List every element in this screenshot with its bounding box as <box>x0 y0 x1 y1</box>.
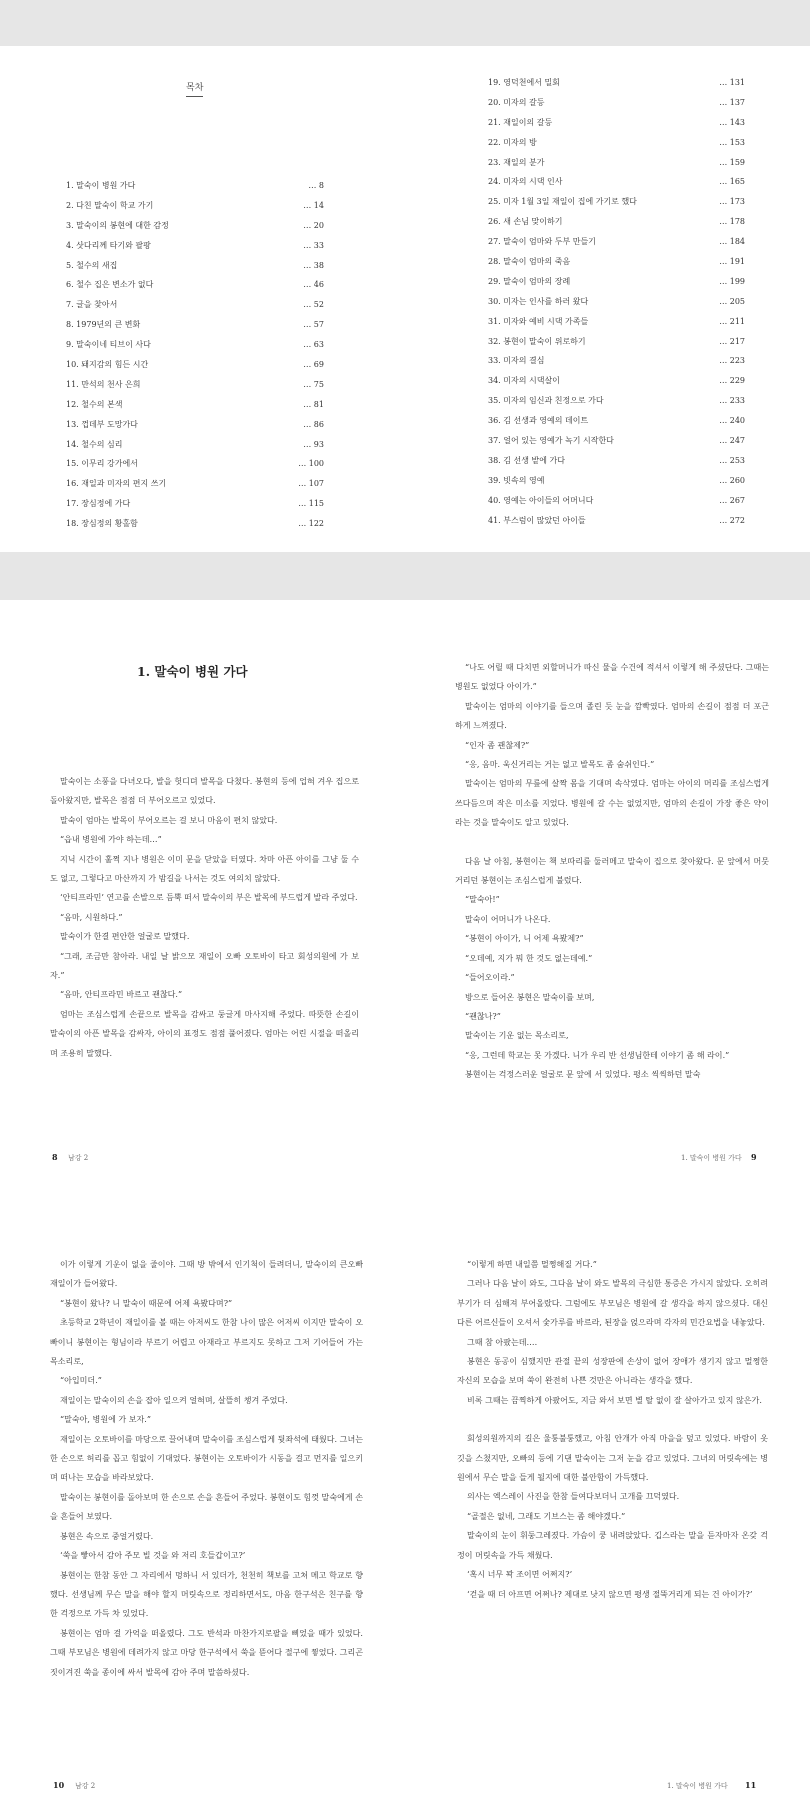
paragraph: 이가 이렇게 기운이 없을 줄이야. 그때 방 밖에서 인기척이 들려더니, 말숙이의 큰오빠 재일이가 들어왔다. <box>50 1260 363 1289</box>
paragraph: “음마, 시원하다.” <box>60 912 123 922</box>
paragraph: “봉현이 왔나? 니 말숙이 때문에 어제 욕봤다며?” <box>60 1298 233 1308</box>
paragraph: 말숙이는 엄마의 무릎에 살짝 몸을 기대며 속삭였다. 엄마는 아이의 머리를 조심스럽게 쓰다듬으며 작은 미소를 지었다. 병원에 갈 수는 없었지만, 엄마의 손길이 가장 좋은 약이라는 것을 말숙이도 알고 있었다. <box>455 779 769 828</box>
toc-entry <box>66 494 324 514</box>
toc-entry <box>488 153 745 173</box>
toc-entry <box>488 471 745 491</box>
paragraph: “응, 그런데 학교는 못 가겠다. 니가 우리 반 선생님한테 이야기 좀 해 라이.” <box>465 1050 730 1060</box>
paragraph: 말숙이가 한결 편안한 얼굴로 말했다. <box>60 932 190 942</box>
toc-entry-page: … 153 <box>719 137 745 147</box>
paragraph: 엄마는 조심스럽게 손끝으로 발목을 감싸고 둥글게 마사지해 주었다. 따뜻한 손길이 말숙이의 아픈 발목을 감싸자, 아이의 표정도 점점 풀어졌다. 엄마는 어린 시절을 떠올리며 조용히 말했다. <box>50 1009 359 1058</box>
toc-entry <box>66 196 324 216</box>
page-8-body <box>50 772 359 1063</box>
paragraph: 그러나 다음 날이 와도, 그다음 날이 와도 발목의 극심한 통증은 가시지 않았다. 오히려 부기가 더 심해져 부어올랐다. 그럼에도 부모님은 병원에 갈 생각을 하지 않으셨다. 대신 다른 어르신들이 오셔서 숯가루를 바르라, 된장을 얹으라며 각자의 민간요법을 내놓았다. <box>457 1279 768 1328</box>
toc-entry-title: 41. 부스럼이 많았던 아이들 <box>488 515 586 525</box>
paragraph: “나도 어릴 때 다치면 외할머니가 따신 물을 수건에 적셔서 이렇게 해 주셨단다. 그때는 병원도 없었다 아이가.” <box>455 663 769 692</box>
toc-entry <box>66 315 324 335</box>
toc-entry-title: 20. 미자의 갈등 <box>488 97 545 107</box>
paragraph: 봉현은 동공이 심했지만 관절 끝의 성장판에 손상이 없어 장애가 생기지 않고 멀쩡한 자신의 모습을 보며 쑥이 완전히 나쁜 것만은 아니라는 생각을 했다. <box>457 1357 768 1386</box>
toc-entry-page: … 63 <box>303 340 324 350</box>
paragraph: ‘혹시 너무 꽉 조이면 어쩌지?’ <box>467 1570 573 1580</box>
toc-entry-page: … 46 <box>303 280 324 290</box>
toc-entry-page: … 75 <box>303 379 324 389</box>
page-9 <box>405 600 810 1171</box>
toc-entry <box>66 375 324 395</box>
paragraph: 말숙이는 소풍을 다녀오다, 발을 헛디뎌 발목을 다쳤다. 봉현의 등에 업혀 겨우 집으로 돌아왔지만, 발목은 점점 더 부어오르고 있었다. <box>50 777 359 806</box>
toc-spread <box>0 46 810 552</box>
spread-pages-8-9 <box>0 600 810 1171</box>
toc-entry <box>66 236 324 256</box>
paragraph: 비록 그때는 끔찍하게 아팠어도, 지금 와서 보면 별 탈 없이 잘 살아가고 있지 않은가. <box>467 1395 762 1405</box>
toc-entry-page: … 143 <box>719 117 745 127</box>
toc-entry-title: 36. 김 선생과 영예의 데이트 <box>488 416 589 426</box>
toc-entry-title: 12. 철수의 본색 <box>66 399 123 409</box>
top-margin-band <box>0 0 810 46</box>
toc-left-column <box>66 176 324 534</box>
toc-entry-page: … 38 <box>303 260 324 270</box>
toc-entry-title: 6. 철수 집은 변소가 없다 <box>66 280 154 290</box>
paragraph: “들어오이라.” <box>465 973 515 983</box>
toc-entry-title: 1. 말숙이 병원 가다 <box>66 181 136 190</box>
toc-entry-page: … 107 <box>298 479 324 489</box>
paragraph: “그래, 조금만 참아라. 내일 날 밝으모 재일이 오빠 오토바이 타고 회성의원에 가 보자.” <box>50 951 359 981</box>
paragraph: 지닉 시간이 훌쩍 지나 병원은 이미 문을 닫았을 터였다. 차마 아픈 아이를 그냥 둘 수도 없고, 그렇다고 마산까지 가 밤길을 나서는 것도 여의치 않았다. <box>50 854 359 884</box>
toc-entry <box>488 292 745 312</box>
toc-entry-title: 40. 영예는 아이들의 어머니다 <box>488 495 594 505</box>
toc-entry <box>66 514 324 534</box>
toc-entry <box>488 411 745 431</box>
toc-entry-page: … 33 <box>303 240 324 250</box>
toc-entry <box>66 355 324 375</box>
paragraph: 재일이는 오토바이를 마당으로 끌어내며 말숙이를 조심스럽게 뒷좌석에 태웠다. 그녀는 한 손으로 허리를 꼽고 힘없이 기대었다. 봉현이는 오토바이가 시동을 걸고 먼지를 일으키며 떠나는 모습을 바라보았다. <box>50 1434 363 1483</box>
toc-entry <box>66 216 324 236</box>
toc-entry-title: 39. 빗속의 영예 <box>488 475 545 485</box>
toc-entry-title: 7. 글을 찾아서 <box>66 300 118 310</box>
toc-entry-page: … 52 <box>303 300 324 310</box>
toc-entry <box>488 511 745 531</box>
paragraph: 말숙이 엄마는 발목이 부어오르는 걸 보니 마음이 편치 않았다. <box>60 815 278 825</box>
paragraph: “응, 음마. 욱신거리는 거는 없고 발목도 좀 숨쉬인다.” <box>465 760 655 770</box>
toc-entry-title: 17. 장심정에 가다 <box>66 499 131 509</box>
paragraph: 말숙이의 눈이 휘둥그레졌다. 가슴이 쿵 내려앉았다. 깁스라는 말을 듣자마자 온갖 걱정이 머릿속을 가득 채웠다. <box>457 1531 768 1560</box>
toc-entry-page: … 211 <box>719 316 745 326</box>
toc-entry-title: 25. 미자 1월 3일 재일이 집에 가기로 했다 <box>488 197 637 207</box>
toc-entry <box>488 133 745 153</box>
toc-entry-page: … 272 <box>719 515 745 525</box>
toc-entry <box>488 491 745 511</box>
page-11-body <box>457 1255 768 1604</box>
paragraph: 봉현은 속으로 중얼거렸다. <box>60 1531 154 1541</box>
paragraph: ‘걷을 때 더 아프면 어쩌나? 제대로 낫지 않으면 평생 절뚝거리게 되는 건 아이가?’ <box>467 1589 753 1599</box>
running-head-book: 남강 2 <box>75 1782 96 1790</box>
toc-entry <box>66 335 324 355</box>
running-head-chapter: 1. 말숙이 병원 가다 <box>681 1154 742 1162</box>
toc-entry-title: 13. 껍데부 도망가다 <box>66 419 138 429</box>
paragraph: ‘쑥을 빻아서 감아 주모 빌 것을 와 저리 호들갑이고?’ <box>60 1551 246 1561</box>
toc-entry <box>66 435 324 455</box>
toc-entry-title: 34. 미자의 시댁살이 <box>488 376 560 386</box>
toc-entry-page: … 86 <box>303 419 324 429</box>
toc-entry-page: … 191 <box>719 257 745 267</box>
page-9-body <box>455 658 769 1085</box>
toc-entry-title: 22. 미자의 방 <box>488 137 537 147</box>
toc-entry-page: … 178 <box>719 217 745 227</box>
toc-entry <box>66 295 324 315</box>
page-number: 9 <box>751 1152 757 1162</box>
toc-entry <box>66 454 324 474</box>
paragraph: 그때 참 아팠는데…. <box>467 1337 538 1347</box>
toc-entry-page: … 253 <box>719 455 745 465</box>
toc-entry-page: … 173 <box>719 197 745 207</box>
toc-entry <box>488 431 745 451</box>
toc-entry-page: … 205 <box>719 296 745 306</box>
toc-entry-title: 31. 미자와 예비 시댁 가족들 <box>488 316 589 326</box>
paragraph: “음마, 안티프라민 바르고 괜찮다.” <box>60 990 183 1000</box>
paragraph: “오데예, 지가 뭐 한 것도 없는데예.” <box>465 953 593 963</box>
toc-entry <box>66 256 324 276</box>
toc-entry-page: … 93 <box>303 439 324 449</box>
paragraph: 말숙이는 엄마의 이야기를 들으며 졸린 듯 눈을 깜빡였다. 엄마의 손길이 점점 더 포근하게 느껴졌다. <box>455 701 769 731</box>
toc-entry <box>488 232 745 252</box>
toc-entry-page: … 165 <box>719 177 745 187</box>
toc-entry-title: 19. 영덕천에서 밀회 <box>488 78 560 87</box>
toc-entry-page: … 137 <box>719 97 745 107</box>
paragraph: “골절은 없네, 그래도 기브스는 좀 해야겠다.” <box>467 1511 626 1521</box>
page-8 <box>0 600 405 1171</box>
paragraph: 봉현이는 엄마 걸 가억을 떠올렸다. 그도 반석과 마찬가지로팔을 삐었을 때가 있었다. 그때 부모님은 병원에 데려가지 않고 마당 한구석에서 쑥을 뜯어다 절구에 찧었다. 그리곤 짓이겨진 쑥을 종이에 싸서 발목에 감아 주며 말씀하셨다. <box>50 1628 363 1677</box>
toc-entry <box>488 371 745 391</box>
toc-right-column <box>488 73 745 530</box>
toc-entry-page: … 223 <box>719 356 745 366</box>
paragraph: “이렇게 하면 내일쯤 멀쩡해질 거다.” <box>467 1260 597 1269</box>
toc-entry <box>488 312 745 332</box>
toc-entry-title: 26. 새 손님 맞이하기 <box>488 217 563 227</box>
toc-entry-title: 8. 1979년의 큰 변화 <box>66 320 141 330</box>
page-number: 11 <box>745 1780 757 1790</box>
toc-entry-page: … 81 <box>303 399 324 409</box>
paragraph: 의사는 엑스레이 사진을 한참 들여다보더니 고개를 끄덕였다. <box>467 1492 680 1502</box>
toc-entry-title: 21. 재일이의 갈등 <box>488 117 553 127</box>
page-10-body <box>50 1255 363 1682</box>
toc-entry-title: 10. 돼지감의 힘든 시간 <box>66 360 149 370</box>
toc-entry-page: … 159 <box>719 157 745 167</box>
paragraph: 재일이는 말숙이의 손을 잡아 일으켜 얼혀며, 살뜰히 챙겨 주었다. <box>60 1395 288 1405</box>
toc-entry-page: … 267 <box>719 495 745 505</box>
paragraph: “아입미더.” <box>60 1376 102 1386</box>
toc-entry-page: … 260 <box>719 475 745 485</box>
toc-entry-title: 2. 다친 말숙이 학교 가기 <box>66 200 154 210</box>
toc-entry <box>488 192 745 212</box>
toc-entry-page: … 14 <box>303 200 324 210</box>
toc-entry-page: … 229 <box>719 376 745 386</box>
paragraph: 회성의원까지의 길은 울퉁불퉁했고, 아침 안개가 아직 마을을 덮고 있었다. 바람이 옷깃을 스쳤지만, 오빠의 등에 기댄 말숙이는 그저 눈을 감고 있었다. 그녀의 머릿속에는 병원에서 무슨 말을 들게 될지에 대한 불안함이 가득했다. <box>457 1434 768 1483</box>
spread-pages-10-11 <box>0 1171 810 1798</box>
toc-entry-page: … 115 <box>298 499 324 509</box>
paragraph: “봉현이 아이가, 니 어제 욕봤제?” <box>465 934 584 944</box>
page-number: 10 <box>53 1780 65 1790</box>
paragraph: ‘안티프라민’ 연고를 손발으로 듬뿍 떠서 말숙이의 부은 발목에 부드럽게 발라 주었다. <box>60 893 358 903</box>
toc-entry-title: 18. 장심정의 황홀함 <box>66 519 138 529</box>
toc-entry <box>66 415 324 435</box>
toc-entry-title: 29. 말숙이 엄마의 장례 <box>488 276 571 286</box>
toc-entry-title: 35. 미자의 임신과 친정으로 가다 <box>488 396 604 406</box>
toc-entry-title: 14. 철수의 심리 <box>66 439 123 449</box>
toc-entry-title: 5. 철수의 새집 <box>66 260 118 270</box>
toc-entry-page: … 100 <box>298 459 324 469</box>
toc-entry-title: 38. 김 선생 밭에 가다 <box>488 455 565 465</box>
toc-entry-page: … 57 <box>303 320 324 330</box>
paragraph: 봉현이는 한참 동안 그 자리에서 멍하니 서 있더가, 천천히 책보를 고쳐 메고 학교로 향했다. 선생님께 무슨 말을 해야 할지 머릿속으로 정리하면서도, 마음 한구석은 친구를 향한 걱정으로 가득 차 있었다. <box>50 1570 363 1619</box>
page-number: 8 <box>52 1152 58 1162</box>
toc-entry <box>66 176 324 196</box>
toc-entry <box>488 332 745 352</box>
toc-entry <box>66 395 324 415</box>
toc-entry-title: 28. 말숙이 엄마의 죽음 <box>488 257 571 267</box>
toc-entry-title: 30. 미자는 인사를 하러 왔다 <box>488 296 589 306</box>
paragraph: “인자 좀 괜찮제?” <box>465 740 530 750</box>
toc-entry-title: 9. 말숙이네 티브이 사다 <box>66 340 151 350</box>
toc-entry-title: 33. 미자의 결심 <box>488 356 545 366</box>
toc-entry-page: … 199 <box>719 276 745 286</box>
toc-entry-page: … 184 <box>719 237 745 247</box>
toc-entry-title: 23. 재일의 분가 <box>488 157 545 167</box>
toc-entry <box>488 252 745 272</box>
toc-entry <box>488 113 745 133</box>
paragraph: 말숙이는 봉현이를 돌아보며 한 손으로 손을 흔들어 주었다. 봉현이도 힘껏 말숙에게 손을 흔들어 보였다. <box>50 1492 363 1522</box>
toc-entry-title: 37. 얼어 있는 영예가 녹기 시작한다 <box>488 436 614 446</box>
paragraph: 초등학교 2학년이 재일이를 볼 때는 아저씨도 한참 나이 많은 어저씨 이지만 말숙이 오빠이니 봉현이는 형님이라 부르기 어렵고 아재라고 부르지도 못하고 그저 기어들어 가는 목소리로, <box>50 1318 363 1367</box>
toc-heading: 목차 <box>186 80 203 93</box>
toc-entry-page: … 20 <box>303 220 324 230</box>
paragraph: 방으로 들어온 봉현은 말숙이를 보며, <box>465 992 595 1002</box>
mid-margin-band <box>0 552 810 600</box>
toc-entry-page: … 240 <box>719 416 745 426</box>
toc-entry-title: 11. 만석의 천사 은희 <box>66 379 141 389</box>
page-11 <box>405 1171 810 1798</box>
page-10 <box>0 1171 405 1798</box>
paragraph: 말숙이는 기운 없는 목소리로, <box>465 1031 569 1041</box>
chapter-title: 1. 말숙이 병원 가다 <box>137 664 248 679</box>
paragraph: 다음 날 아침, 봉현이는 책 보따리를 둘러메고 말숙이 집으로 찾아왔다. 문 앞에서 머뭇거리던 봉현이는 조심스럽게 불렀다. <box>455 856 769 886</box>
running-head-chapter: 1. 말숙이 병원 가다 <box>667 1782 728 1790</box>
toc-entry <box>488 172 745 192</box>
toc-entry-title: 32. 봉현이 말숙이 위로하기 <box>488 336 586 346</box>
toc-entry-page: … 217 <box>719 336 745 346</box>
toc-entry-title: 16. 재일과 미자의 편지 쓰기 <box>66 479 167 489</box>
toc-entry-page: … 69 <box>303 360 324 370</box>
toc-entry-page: … 233 <box>719 396 745 406</box>
paragraph: 말숙이 어머니가 나온다. <box>465 914 551 924</box>
paragraph: “괜찮나?” <box>465 1011 501 1021</box>
paragraph: “말숙아!” <box>465 895 500 905</box>
toc-entry-title: 15. 이무리 강가에서 <box>66 459 138 469</box>
toc-entry-page: … 8 <box>308 181 324 190</box>
toc-entry <box>488 351 745 371</box>
toc-entry <box>488 451 745 471</box>
paragraph: “말숙아, 병원에 가 보자.” <box>60 1415 151 1425</box>
toc-entry-page: … 247 <box>719 436 745 446</box>
paragraph: 봉현이는 걱정스러운 얼굴로 문 앞에 서 있었다. 평소 씩씩하던 말숙 <box>465 1070 701 1080</box>
toc-entry <box>488 73 745 93</box>
toc-entry <box>488 93 745 113</box>
toc-entry <box>66 474 324 494</box>
toc-entry-title: 24. 미자의 시댁 인사 <box>488 177 563 187</box>
running-head-book: 남강 2 <box>68 1154 89 1162</box>
paragraph: “읍내 병원에 가야 하는데…” <box>60 835 162 845</box>
toc-entry <box>66 275 324 295</box>
toc-entry-page: … 131 <box>719 78 745 87</box>
toc-entry-title: 4. 삿다리께 타기와 팔팡 <box>66 240 151 250</box>
toc-entry <box>488 212 745 232</box>
toc-entry-title: 3. 말숙이의 봉현에 대한 감정 <box>66 220 169 230</box>
toc-entry <box>488 391 745 411</box>
toc-entry-title: 27. 말숙이 엄마와 두부 만들기 <box>488 237 596 247</box>
toc-entry <box>488 272 745 292</box>
toc-entry-page: … 122 <box>298 519 324 529</box>
